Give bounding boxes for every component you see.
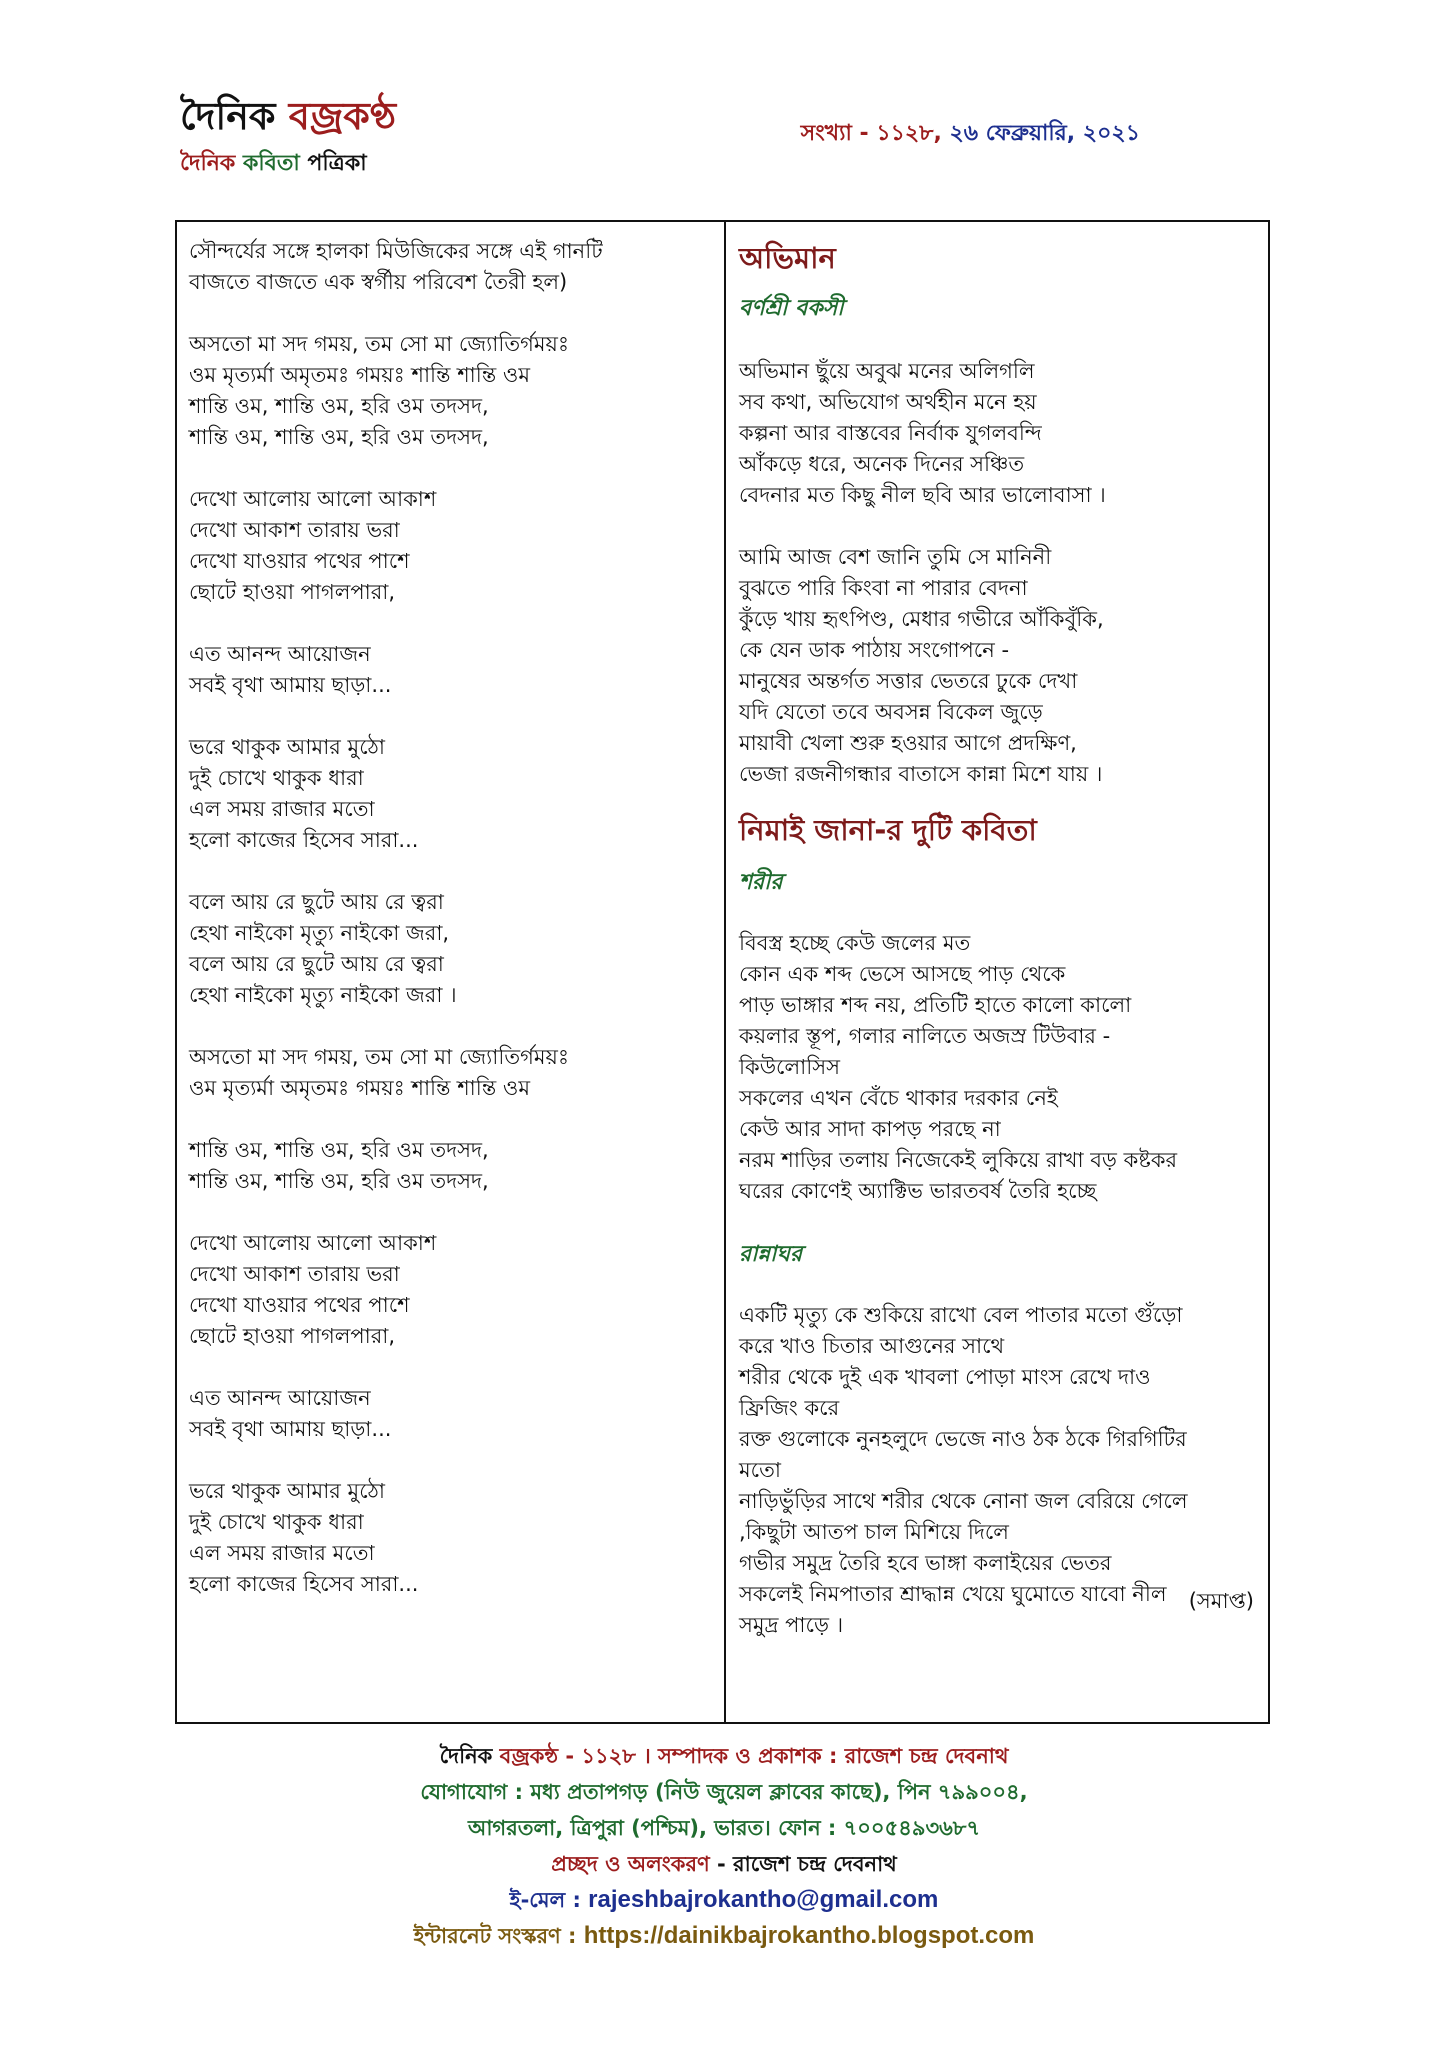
poem-line: বুঝতে পারি কিংবা না পারার বেদনা xyxy=(739,576,1028,600)
footer-paper-word-1: দৈনিক xyxy=(439,1744,493,1768)
footer-website xyxy=(0,1918,1448,1954)
stanza xyxy=(189,1135,714,1197)
poem-line: বেদনার মত কিছু নীল ছবি আর ভালোবাসা । xyxy=(739,483,1106,507)
poem-line: সমুদ্র পাড়ে । xyxy=(739,1613,844,1637)
poem-line: ভরে থাকুক আমার মুঠো xyxy=(189,735,385,759)
poem-line: হলো কাজের হিসেব সারা... xyxy=(189,828,419,852)
poem-line: দেখো আলোয় আলো আকাশ xyxy=(189,1231,437,1255)
poem-line: একটি মৃত্যু কে শুকিয়ে রাখো বেল পাতার মতো গুঁড়ো xyxy=(739,1303,1183,1327)
poem-line: বলে আয় রে ছুটে আয় রে ত্বরা xyxy=(189,952,444,976)
content-box xyxy=(175,220,1270,1724)
poem-line: এল সময় রাজার মতো xyxy=(189,1541,375,1565)
poem-line: দুই চোখে থাকুক ধারা xyxy=(189,766,364,790)
column-divider xyxy=(724,222,726,1722)
poem-line: নরম শাড়ির তলায় নিজেকেই লুকিয়ে রাখা বড় কষ্টকর xyxy=(739,1148,1178,1172)
poem-body-sharir xyxy=(739,928,1259,1207)
poem-title-sharir: শরীর xyxy=(739,870,783,895)
poem-line: নাড়িভুঁড়ির সাথে শরীর থেকে নোনা জল বেরিয়ে গেলে xyxy=(739,1489,1188,1513)
poem-line: হেথা নাইকো মৃত্যু নাইকো জরা । xyxy=(189,983,457,1007)
newspaper-title xyxy=(180,92,396,140)
poem-line: সকলের এখন বেঁচে থাকার দরকার নেই xyxy=(739,1086,1058,1110)
footer-cover-credit xyxy=(0,1846,1448,1882)
poem-line: আঁকড়ে ধরে, অনেক দিনের সঞ্চিত xyxy=(739,452,1025,476)
poem-line: শরীর থেকে দুই এক খাবলা পোড়া মাংস রেখে দাও xyxy=(739,1365,1151,1389)
stanza xyxy=(189,1383,714,1445)
stanza xyxy=(189,1476,714,1600)
poem-line: ওম মৃত্যর্মা অমৃতমঃ গময়ঃ শান্তি শান্তি ওম xyxy=(189,1076,530,1100)
poem-line: দেখো আলোয় আলো আকাশ xyxy=(189,487,437,511)
title-word-2: বজ্রকণ্ঠ xyxy=(288,93,397,138)
poem-line: কুঁড়ে খায় হৃৎপিণ্ড, মেধার গভীরে আঁকিবুঁকি, xyxy=(739,607,1104,631)
poem-body-abhiman xyxy=(739,356,1259,790)
poem-line: মানুষের অন্তর্গত সত্তার ভেতরে ঢুকে দেখা xyxy=(739,669,1078,693)
stanza xyxy=(189,236,714,298)
poem-line: দেখো যাওয়ার পথের পাশে xyxy=(189,1293,410,1317)
footer-editor: সম্পাদক ও প্রকাশক : রাজেশ চন্দ্র দেবনাথ xyxy=(658,1744,1009,1768)
poem-line: ছোটে হাওয়া পাগলপারা, xyxy=(189,1324,396,1348)
poem-line: বলে আয় রে ছুটে আয় রে ত্বরা xyxy=(189,890,444,914)
masthead xyxy=(180,92,396,183)
stanza xyxy=(189,1228,714,1352)
stanza xyxy=(739,356,1259,511)
poem-line: দেখো আকাশ তারায় ভরা xyxy=(189,518,400,542)
section-title: নিমাই জানা-র দুটি কবিতা xyxy=(739,813,1037,847)
footer-email xyxy=(0,1882,1448,1918)
poem-line: যদি যেতো তবে অবসন্ন বিকেল জুড়ে xyxy=(739,700,1043,724)
poem-line: কোন এক শব্দ ভেসে আসছে পাড় থেকে xyxy=(739,962,1066,986)
poem-line: ঘরের কোণেই অ্যাক্টিভ ভারতবর্ষ তৈরি হচ্ছে xyxy=(739,1179,1097,1203)
right-column xyxy=(739,236,1259,1641)
subtitle-word-1: দৈনিক xyxy=(180,151,236,176)
poem-line: আমি আজ বেশ জানি তুমি সে মানিনী xyxy=(739,545,1052,569)
poem-line: বাজতে বাজতে এক স্বর্গীয় পরিবেশ তৈরী হল) xyxy=(189,270,568,294)
footer-line-editor xyxy=(0,1738,1448,1774)
stanza xyxy=(189,329,714,453)
stanza xyxy=(189,484,714,608)
subtitle-word-2: কবিতা xyxy=(242,151,300,176)
stanza xyxy=(189,887,714,1011)
poem-body-rannaghor xyxy=(739,1300,1259,1641)
poem-line: রক্ত গুলোকে নুনহলুদে ভেজে নাও ঠক ঠকে গিরগিটির xyxy=(739,1427,1187,1451)
poem-line: কে যেন ডাক পাঠায় সংগোপনে - xyxy=(739,638,1010,662)
poem-line: বিবস্ত্র হচ্ছে কেউ জলের মত xyxy=(739,931,971,955)
ending-mark: (সমাপ্ত) xyxy=(1188,1589,1254,1613)
poem-line: মায়াবী খেলা শুরু হওয়ার আগে প্রদক্ষিণ, xyxy=(739,731,1077,755)
poem-line: শান্তি ওম, শান্তি ওম, হরি ওম তদসদ, xyxy=(189,1169,489,1193)
poem-line: ভরে থাকুক আমার মুঠো xyxy=(189,1479,385,1503)
poem-line: এত আনন্দ আয়োজন xyxy=(189,1386,371,1410)
poem-line: শান্তি ওম, শান্তি ওম, হরি ওম তদসদ, xyxy=(189,394,489,418)
poem-title-abhiman: অভিমান xyxy=(739,241,836,275)
poem-line: সব কথা, অভিযোগ অর্থহীন মনে হয় xyxy=(739,390,1037,414)
poem-line: শান্তি ওম, শান্তি ওম, হরি ওম তদসদ, xyxy=(189,425,489,449)
poem-line: অসতো মা সদ গময়, তম সো মা জ্যোতির্গময়ঃ xyxy=(189,1045,570,1069)
poem-line: সৌন্দর্যের সঙ্গে হালকা মিউজিকের সঙ্গে এই গানটি xyxy=(189,239,603,263)
website-link[interactable]: https://dainikbajrokantho.blogspot.com xyxy=(583,1922,1035,1949)
stanza xyxy=(189,639,714,701)
issue-number: সংখ্যা - ১১২৮, xyxy=(800,121,942,146)
poem-line: ভেজা রজনীগন্ধার বাতাসে কান্না মিশে যায় । xyxy=(739,762,1103,786)
poem-line: অভিমান ছুঁয়ে অবুঝ মনের অলিগলি xyxy=(739,359,1035,383)
subtitle-word-3: পত্রিকা xyxy=(307,151,367,176)
stanza xyxy=(189,1042,714,1104)
poem-line: মতো xyxy=(739,1458,781,1482)
stanza xyxy=(739,542,1259,790)
poem-line: করে খাও চিতার আগুনের সাথে xyxy=(739,1334,1005,1358)
poem-author: বর্ণশ্রী বকসী xyxy=(739,296,844,321)
cover-credit-label: প্রচ্ছদ ও অলংকরণ xyxy=(551,1852,710,1876)
newspaper-subtitle xyxy=(180,146,396,183)
poem-title-rannaghor: রান্নাঘর xyxy=(739,1242,803,1267)
left-column xyxy=(189,236,714,1600)
poem-line: সবই বৃথা আমায় ছাড়া... xyxy=(189,673,392,697)
poem-line: দেখো আকাশ তারায় ভরা xyxy=(189,1262,400,1286)
poem-line: গভীর সমুদ্র তৈরি হবে ভাঙ্গা কলাইয়ের ভেতর xyxy=(739,1551,1112,1575)
poem-line: ওম মৃত্যর্মা অমৃতমঃ গময়ঃ শান্তি শান্তি ওম xyxy=(189,363,530,387)
poem-line: ফ্রিজিং করে xyxy=(739,1396,840,1420)
footer-address-line-1: যোগাযোগ : মধ্য প্রতাপগড় (নিউ জুয়েল ক্লাবের কাছে), পিন ৭৯৯০০৪, xyxy=(420,1780,1028,1804)
poem-line: পাড় ভাঙ্গার শব্দ নয়, প্রতিটি হাতে কালো কালো xyxy=(739,993,1132,1017)
poem-line: সকলেই নিমপাতার শ্রাদ্ধান্ন খেয়ে ঘুমোতে যাবো নীল xyxy=(739,1582,1167,1606)
poem-line: কিউলোসিস xyxy=(739,1055,840,1079)
cover-credit-name: - রাজেশ চন্দ্র দেবনাথ xyxy=(717,1852,897,1876)
poem-line: কল্পনা আর বাস্তবের নির্বাক যুগলবন্দি xyxy=(739,421,1042,445)
poem-line: ছোটে হাওয়া পাগলপারা, xyxy=(189,580,396,604)
footer-paper-issue: বজ্রকন্ঠ - ১১২৮ । xyxy=(499,1744,651,1768)
poem-line: অসতো মা সদ গময়, তম সো মা জ্যোতির্গময়ঃ xyxy=(189,332,570,356)
website-label: ইন্টারনেট সংস্করণ : xyxy=(413,1924,577,1948)
issue-date: ২৬ ফেব্রুয়ারি, ২০২১ xyxy=(949,121,1140,146)
poem-line: হেথা নাইকো মৃত্যু নাইকো জরা, xyxy=(189,921,450,945)
poem-line: শান্তি ওম, শান্তি ওম, হরি ওম তদসদ, xyxy=(189,1138,489,1162)
poem-line: ,কিছুটা আতপ চাল মিশিয়ে দিলে xyxy=(739,1520,1009,1544)
footer-address-line-2: আগরতলা, ত্রিপুরা (পশ্চিম), ভারত। ফোন : ৭০০৫৪৯৩৬৮৭ xyxy=(467,1816,981,1840)
poem-line: দেখো যাওয়ার পথের পাশে xyxy=(189,549,410,573)
poem-line: কেউ আর সাদা কাপড় পরছে না xyxy=(739,1117,1001,1141)
issue-info xyxy=(801,116,1140,153)
email-link[interactable]: rajeshbajrokantho@gmail.com xyxy=(588,1886,939,1913)
footer xyxy=(0,1738,1448,1954)
poem-line: কয়লার স্তূপ, গলার নালিতে অজস্র টিউবার - xyxy=(739,1024,1111,1048)
poem-line: এত আনন্দ আয়োজন xyxy=(189,642,371,666)
poem-line: হলো কাজের হিসেব সারা... xyxy=(189,1572,419,1596)
email-label: ই-মেল : xyxy=(509,1888,581,1912)
poem-line: সবই বৃথা আমায় ছাড়া... xyxy=(189,1417,392,1441)
title-word-1: দৈনিক xyxy=(180,93,276,138)
poem-line: এল সময় রাজার মতো xyxy=(189,797,375,821)
stanza xyxy=(189,732,714,856)
poem-line: দুই চোখে থাকুক ধারা xyxy=(189,1510,364,1534)
